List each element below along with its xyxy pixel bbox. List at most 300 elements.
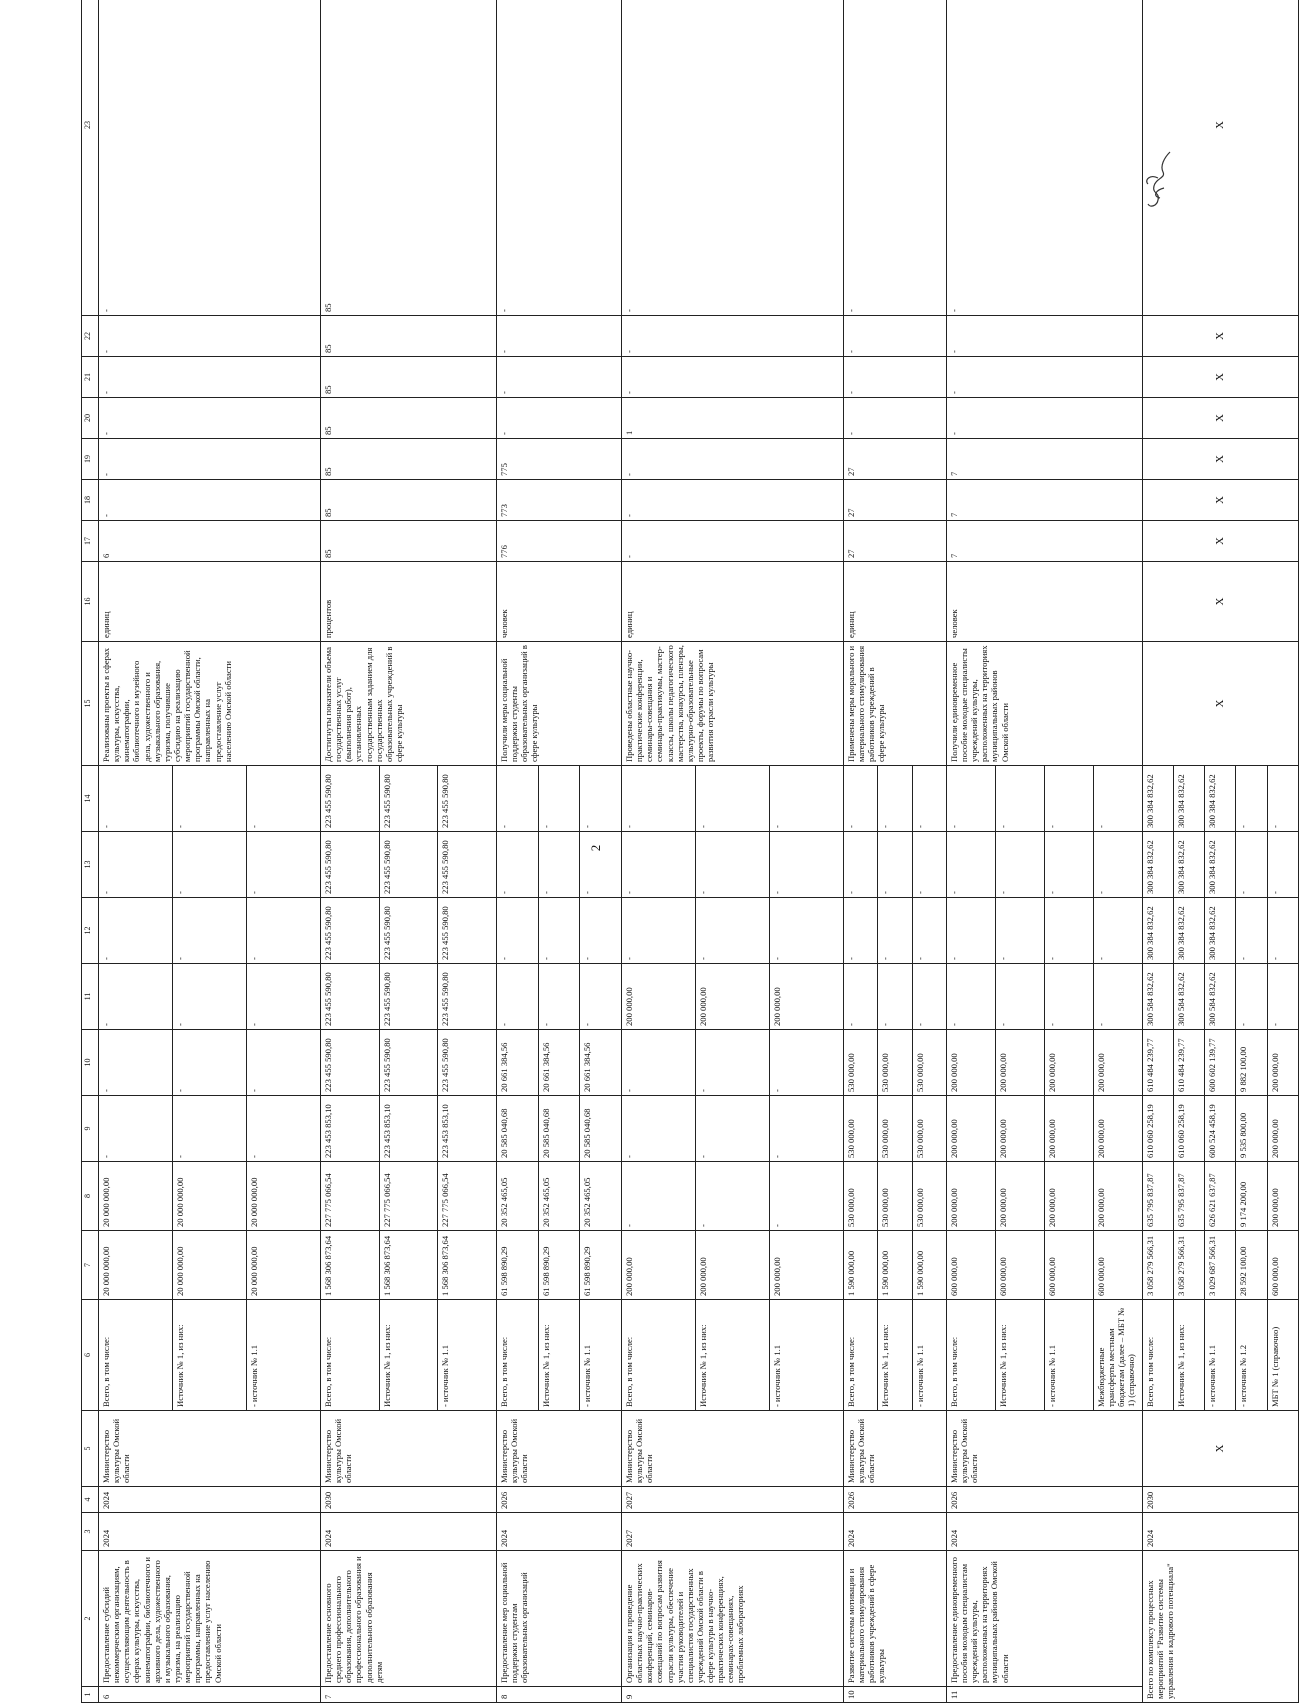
indicator-value: 775 — [496, 439, 621, 480]
column-number: 4 — [82, 1487, 99, 1513]
amount-cell: 227 775 066,54 — [438, 1162, 497, 1231]
amount-cell: 635 795 837,87 — [1142, 1162, 1173, 1231]
amount-cell: 20 585 040,68 — [496, 1096, 538, 1162]
indicator-value: - — [621, 357, 843, 398]
amount-cell: 61 598 890,29 — [580, 1231, 622, 1300]
table-row — [99, 0, 173, 1703]
indicator-value: 85 — [321, 398, 497, 439]
amount-cell: - — [1236, 832, 1267, 898]
amount-cell: - — [538, 964, 580, 1030]
amount-cell: 61 598 890,29 — [496, 1231, 538, 1300]
amount-cell: - — [496, 832, 538, 898]
start-year: 2024 — [496, 1513, 621, 1551]
total-label: Всего по комплексу процессных мероприятий "Развитие системы управления и кадрового потенциала" — [1142, 1551, 1298, 1703]
unit-of-measure: человек — [946, 562, 1142, 642]
amount-cell: 20 352 465,05 — [580, 1162, 622, 1231]
amount-cell: - — [1044, 898, 1093, 964]
total-row — [1142, 0, 1173, 1703]
column-number: 6 — [82, 1300, 99, 1411]
amount-cell: 300 384 832,62 — [1142, 766, 1173, 832]
amount-cell: 300 384 832,62 — [1205, 766, 1236, 832]
amount-cell: - — [769, 832, 843, 898]
column-number: 3 — [82, 1513, 99, 1551]
amount-cell: - — [1267, 766, 1298, 832]
amount-cell: - — [247, 766, 321, 832]
indicator-value: - — [946, 357, 1142, 398]
amount-cell: 200 000,00 — [1044, 1162, 1093, 1231]
amount-cell: - — [843, 898, 877, 964]
indicator-value: 85 — [321, 316, 497, 357]
amount-cell: 530 000,00 — [843, 1030, 877, 1096]
amount-cell: - — [1093, 832, 1142, 898]
column-number: 2 — [82, 1551, 99, 1687]
column-number: 1 — [82, 1687, 99, 1703]
amount-cell: 610 060 258,19 — [1174, 1096, 1205, 1162]
indicator-value: - — [99, 439, 321, 480]
indicator-value: 6 — [99, 521, 321, 562]
amount-cell: - — [1044, 964, 1093, 1030]
amount-cell: 610 484 239,77 — [1142, 1030, 1173, 1096]
amount-cell: 200 000,00 — [769, 1231, 843, 1300]
indicator-value: - — [496, 398, 621, 439]
amount-cell: 600 524 458,19 — [1205, 1096, 1236, 1162]
amount-cell: 3 058 279 566,31 — [1142, 1231, 1173, 1300]
amount-cell: 28 592 100,00 — [1236, 1231, 1267, 1300]
amount-cell: 635 795 837,87 — [1174, 1162, 1205, 1231]
amount-cell: 20 585 040,68 — [538, 1096, 580, 1162]
funding-source: - источник № 1.1 — [247, 1300, 321, 1411]
funding-source: МБТ № 1 (справочно) — [1267, 1300, 1298, 1411]
amount-cell: 626 621 637,87 — [1205, 1162, 1236, 1231]
amount-cell: 223 455 590,80 — [321, 898, 380, 964]
amount-cell: - — [769, 766, 843, 832]
amount-cell: 61 598 890,29 — [538, 1231, 580, 1300]
activity-name: Предоставление субсидий некоммерческим организациям, осуществляющим деятельность в сферах культуры, искусства, кинематографии, библиотечного и архивного дела, художественного и музыкального образования, туризма, на реализацию мероприятий государственной программы, направленных на предоставление услуг населению Омской области — [99, 1551, 321, 1687]
amount-cell: - — [995, 898, 1044, 964]
funding-source: - источник № 1.2 — [1236, 1300, 1267, 1411]
amount-cell: 530 000,00 — [843, 1162, 877, 1231]
amount-cell: 200 000,00 — [769, 964, 843, 1030]
start-year: 2027 — [621, 1513, 843, 1551]
result-indicator: Получили меры социальной поддержки студенты образовательных организаций в сфере культуры — [496, 642, 621, 766]
amount-cell: - — [621, 898, 695, 964]
amount-cell: - — [695, 898, 769, 964]
amount-cell: - — [580, 964, 622, 1030]
indicator-value: - — [843, 357, 946, 398]
amount-cell: 200 000,00 — [995, 1162, 1044, 1231]
amount-cell: - — [621, 832, 695, 898]
funding-source: Всего, в том числе: — [496, 1300, 538, 1411]
amount-cell: 9 882 100,00 — [1236, 1030, 1267, 1096]
amount-cell: - — [496, 766, 538, 832]
amount-cell: 600 000,00 — [1093, 1231, 1142, 1300]
amount-cell: 20 661 384,56 — [538, 1030, 580, 1096]
indicator-value: - — [843, 0, 946, 316]
amount-cell: - — [843, 832, 877, 898]
column-number: 9 — [82, 1096, 99, 1162]
column-number: 8 — [82, 1162, 99, 1231]
amount-cell: 300 384 832,62 — [1174, 898, 1205, 964]
indicator-value: 7 — [946, 521, 1142, 562]
amount-cell: - — [1236, 766, 1267, 832]
amount-cell: 530 000,00 — [912, 1030, 946, 1096]
row-number: 8 — [496, 1687, 621, 1703]
page-number: 2 — [588, 844, 603, 852]
executor: Х — [1142, 1411, 1298, 1487]
amount-cell: 200 000,00 — [1267, 1096, 1298, 1162]
activity-name: Организация и проведение областных научно-практических конференций, семинаров-совещаний по вопросам развития отрасли культуры, обеспечение участия руководителей и специалистов государственных учреждений Омской области в сфере культуры в научно-практических конференциях, семинарах-совещаниях, проблемных лабораториях — [621, 1551, 843, 1687]
amount-cell: - — [538, 898, 580, 964]
executor: Министерство культуры Омской области — [621, 1411, 843, 1487]
indicator-value: - — [621, 480, 843, 521]
column-number: 20 — [82, 398, 99, 439]
amount-cell: - — [695, 766, 769, 832]
amount-cell: 200 000,00 — [1267, 1030, 1298, 1096]
executor: Министерство культуры Омской области — [496, 1411, 621, 1487]
column-number: 10 — [82, 1030, 99, 1096]
amount-cell: 20 661 384,56 — [580, 1030, 622, 1096]
amount-cell: 20 000 000,00 — [173, 1162, 247, 1231]
result-indicator: Получили единовременное пособие молодые специалисты учреждений культуры, расположенных на территориях муниципальных районов Омской области — [946, 642, 1142, 766]
column-number: 7 — [82, 1231, 99, 1300]
amount-cell: 200 000,00 — [946, 1096, 995, 1162]
indicator-value: 7 — [946, 439, 1142, 480]
funding-source: - источник № 1.1 — [1205, 1300, 1236, 1411]
funding-source: - источник № 1.1 — [580, 1300, 622, 1411]
amount-cell: - — [580, 832, 622, 898]
table-body — [82, 0, 1299, 1703]
amount-cell: 9 174 200,00 — [1236, 1162, 1267, 1231]
column-number: 15 — [82, 642, 99, 766]
funding-source: Всего, в том числе: — [321, 1300, 380, 1411]
funding-source: Источник № 1, из них: — [695, 1300, 769, 1411]
indicator-value: Х — [1142, 521, 1298, 562]
executor: Министерство культуры Омской области — [321, 1411, 497, 1487]
executor: Министерство культуры Омской области — [99, 1411, 321, 1487]
amount-cell: - — [769, 898, 843, 964]
amount-cell: 200 000,00 — [946, 1030, 995, 1096]
column-number: 19 — [82, 439, 99, 480]
indicator-value: - — [496, 0, 621, 316]
start-year: 2024 — [99, 1513, 321, 1551]
amount-cell: 610 060 258,19 — [1142, 1096, 1173, 1162]
amount-cell: - — [695, 832, 769, 898]
indicator-value: Х — [1142, 398, 1298, 439]
rotated-table-wrapper — [81, 121, 1280, 1703]
amount-cell: 1 568 306 873,64 — [379, 1231, 438, 1300]
amount-cell: 610 484 239,77 — [1174, 1030, 1205, 1096]
indicator-value: 85 — [321, 439, 497, 480]
amount-cell: 300 384 832,62 — [1205, 832, 1236, 898]
amount-cell: 300 384 832,62 — [1174, 832, 1205, 898]
amount-cell: 200 000,00 — [946, 1162, 995, 1231]
column-number: 17 — [82, 521, 99, 562]
amount-cell: - — [1267, 898, 1298, 964]
result-indicator: Проведены областные научно-практические конференции, семинары-совещания и семинары-практикумы, мастер-классы, школы педагогического мастерства, конкурсы, пленэры, культурно-образовательные проекты, форумы по вопросам развития отрасли культуры — [621, 642, 843, 766]
amount-cell: - — [995, 964, 1044, 1030]
funding-source: - источник № 1.1 — [438, 1300, 497, 1411]
amount-cell: - — [843, 766, 877, 832]
amount-cell: 200 000,00 — [1093, 1162, 1142, 1231]
amount-cell: - — [695, 1096, 769, 1162]
indicator-value: - — [99, 480, 321, 521]
amount-cell: 530 000,00 — [843, 1096, 877, 1162]
indicator-value: Х — [1142, 357, 1298, 398]
amount-cell: 200 000,00 — [695, 1231, 769, 1300]
amount-cell: 20 352 465,05 — [496, 1162, 538, 1231]
indicator-value: 27 — [843, 521, 946, 562]
amount-cell: 300 384 832,62 — [1142, 832, 1173, 898]
amount-cell: 20 661 384,56 — [496, 1030, 538, 1096]
indicator-value: 7 — [946, 480, 1142, 521]
amount-cell: 223 455 590,80 — [438, 1030, 497, 1096]
indicator-value: - — [621, 521, 843, 562]
amount-cell: 20 585 040,68 — [580, 1096, 622, 1162]
amount-cell: 223 455 590,80 — [379, 1030, 438, 1096]
column-number: 22 — [82, 316, 99, 357]
amount-cell: - — [843, 964, 877, 1030]
amount-cell: - — [912, 964, 946, 1030]
amount-cell: - — [99, 898, 173, 964]
amount-cell: 223 453 853,10 — [321, 1096, 380, 1162]
end-year: 2030 — [1142, 1487, 1298, 1513]
end-year: 2026 — [843, 1487, 946, 1513]
amount-cell: - — [769, 1096, 843, 1162]
amount-cell: 530 000,00 — [878, 1096, 912, 1162]
executor: Министерство культуры Омской области — [843, 1411, 946, 1487]
indicator-value: 85 — [321, 357, 497, 398]
activity-name: Предоставление единовременного пособия молодым специалистам учреждений культуры, расположенных на территориях муниципальных районов Омской области — [946, 1551, 1142, 1687]
amount-cell: 200 000,00 — [1093, 1030, 1142, 1096]
indicator-value: - — [621, 0, 843, 316]
amount-cell: - — [946, 898, 995, 964]
unit-of-measure: человек — [496, 562, 621, 642]
amount-cell: - — [1236, 898, 1267, 964]
funding-source: Всего, в том числе: — [946, 1300, 995, 1411]
amount-cell: 600 000,00 — [1267, 1231, 1298, 1300]
activity-name: Предоставление основного среднего профессионального образования, дополнительного профессионального образования и дополнительного образования детям — [321, 1551, 497, 1687]
amount-cell: - — [878, 766, 912, 832]
amount-cell: 200 000,00 — [995, 1030, 1044, 1096]
indicator-value: - — [621, 316, 843, 357]
amount-cell: 600 000,00 — [946, 1231, 995, 1300]
amount-cell: - — [912, 832, 946, 898]
row-number: 6 — [99, 1687, 321, 1703]
amount-cell: - — [878, 898, 912, 964]
column-number: 11 — [82, 964, 99, 1030]
row-number: 10 — [843, 1687, 946, 1703]
amount-cell: - — [173, 1096, 247, 1162]
amount-cell: - — [99, 1096, 173, 1162]
funding-source: - источник № 1.1 — [1044, 1300, 1093, 1411]
amount-cell: - — [173, 898, 247, 964]
end-year: 2026 — [496, 1487, 621, 1513]
indicator-value: 773 — [496, 480, 621, 521]
column-number: 14 — [82, 766, 99, 832]
amount-cell: - — [173, 1030, 247, 1096]
amount-cell: - — [878, 964, 912, 1030]
funding-source: Всего, в том числе: — [621, 1300, 695, 1411]
amount-cell: 200 000,00 — [621, 964, 695, 1030]
unit-of-measure: единиц — [843, 562, 946, 642]
amount-cell: - — [99, 964, 173, 1030]
amount-cell: 1 590 000,00 — [843, 1231, 877, 1300]
amount-cell: - — [695, 1030, 769, 1096]
activity-name: Развитие системы мотивации и материального стимулирования работников учреждений в сфере культуры — [843, 1551, 946, 1687]
end-year: 2027 — [621, 1487, 843, 1513]
amount-cell: - — [173, 832, 247, 898]
amount-cell: 530 000,00 — [878, 1030, 912, 1096]
amount-cell: 530 000,00 — [912, 1162, 946, 1231]
indicator-value: - — [843, 316, 946, 357]
indicator-value: - — [843, 398, 946, 439]
amount-cell: - — [173, 766, 247, 832]
end-year: 2030 — [321, 1487, 497, 1513]
amount-cell: 1 568 306 873,64 — [321, 1231, 380, 1300]
amount-cell: 600 602 139,77 — [1205, 1030, 1236, 1096]
amount-cell: - — [1267, 832, 1298, 898]
amount-cell: 200 000,00 — [1267, 1162, 1298, 1231]
amount-cell: 223 455 590,80 — [379, 898, 438, 964]
amount-cell: 530 000,00 — [912, 1096, 946, 1162]
amount-cell: 223 455 590,80 — [438, 964, 497, 1030]
amount-cell: 223 455 590,80 — [321, 832, 380, 898]
indicator-value: 776 — [496, 521, 621, 562]
amount-cell: - — [247, 1096, 321, 1162]
amount-cell: - — [621, 1030, 695, 1096]
amount-cell: - — [1267, 964, 1298, 1030]
column-number: 16 — [82, 562, 99, 642]
start-year: 2024 — [321, 1513, 497, 1551]
indicator-value: Х — [1142, 480, 1298, 521]
indicator-value: Х — [1142, 316, 1298, 357]
column-number: 18 — [82, 480, 99, 521]
amount-cell: 223 455 590,80 — [321, 1030, 380, 1096]
amount-cell: 223 453 853,10 — [379, 1096, 438, 1162]
amount-cell: 223 455 590,80 — [438, 898, 497, 964]
activity-name: Предоставление мер социальной поддержки студентам образовательных организаций — [496, 1551, 621, 1687]
executor: Министерство культуры Омской области — [946, 1411, 1142, 1487]
column-number: 12 — [82, 898, 99, 964]
amount-cell: - — [99, 766, 173, 832]
amount-cell: 223 453 853,10 — [438, 1096, 497, 1162]
amount-cell: - — [621, 766, 695, 832]
indicator-value: - — [99, 357, 321, 398]
funding-source: Всего, в том числе: — [1142, 1300, 1173, 1411]
indicator-value: - — [99, 398, 321, 439]
column-number: 5 — [82, 1411, 99, 1487]
indicator-value: Х — [1142, 0, 1298, 316]
column-number-row — [82, 0, 99, 1703]
result-indicator: Достигнуты показатели объема государственных услуг (выполнения работ), установленных государственным заданием для государственных образовательных учреждений в сфере культуры — [321, 642, 497, 766]
funding-source: - источник № 1.1 — [769, 1300, 843, 1411]
amount-cell: - — [1044, 832, 1093, 898]
unit-of-measure: процентов — [321, 562, 497, 642]
amount-cell: - — [995, 766, 1044, 832]
funding-source: Всего, в том числе: — [99, 1300, 173, 1411]
amount-cell: - — [99, 1030, 173, 1096]
funding-source: Источник № 1, из них: — [538, 1300, 580, 1411]
unit-of-measure: единиц — [621, 562, 843, 642]
amount-cell: 300 384 832,62 — [1142, 898, 1173, 964]
amount-cell: - — [621, 1096, 695, 1162]
unit-of-measure: единиц — [99, 562, 321, 642]
amount-cell: 1 590 000,00 — [912, 1231, 946, 1300]
funding-source: Межбюджетные трансферты местным бюджетам (далее – МБТ № 1) (справочно) — [1093, 1300, 1142, 1411]
amount-cell: - — [1093, 964, 1142, 1030]
amount-cell: 227 775 066,54 — [379, 1162, 438, 1231]
amount-cell: 1 568 306 873,64 — [438, 1231, 497, 1300]
funding-source: Источник № 1, из них: — [1174, 1300, 1205, 1411]
indicator-value: - — [496, 357, 621, 398]
row-number: 9 — [621, 1687, 843, 1703]
amount-cell: 223 455 590,80 — [321, 766, 380, 832]
indicator-value: - — [946, 398, 1142, 439]
funding-source: Всего, в том числе: — [843, 1300, 877, 1411]
indicator-value: - — [946, 316, 1142, 357]
amount-cell: - — [946, 964, 995, 1030]
amount-cell: 530 000,00 — [878, 1162, 912, 1231]
amount-cell: 200 000,00 — [695, 964, 769, 1030]
amount-cell: - — [247, 898, 321, 964]
indicator-value: - — [99, 0, 321, 316]
amount-cell: 20 000 000,00 — [99, 1162, 173, 1231]
program-activities-table — [81, 0, 1299, 1703]
amount-cell: 9 535 800,00 — [1236, 1096, 1267, 1162]
funding-source: Источник № 1, из них: — [995, 1300, 1044, 1411]
amount-cell: - — [247, 964, 321, 1030]
table-row — [946, 0, 995, 1703]
amount-cell: 3 029 687 566,31 — [1205, 1231, 1236, 1300]
amount-cell: - — [538, 832, 580, 898]
amount-cell: - — [99, 832, 173, 898]
funding-source: - источник № 1.1 — [912, 1300, 946, 1411]
end-year: 2024 — [99, 1487, 321, 1513]
amount-cell: - — [621, 1162, 695, 1231]
amount-cell: - — [946, 832, 995, 898]
amount-cell: 20 000 000,00 — [99, 1231, 173, 1300]
amount-cell: - — [995, 832, 1044, 898]
funding-source: Источник № 1, из них: — [878, 1300, 912, 1411]
amount-cell: 227 775 066,54 — [321, 1162, 380, 1231]
amount-cell: - — [496, 898, 538, 964]
amount-cell: - — [1236, 964, 1267, 1030]
amount-cell: 3 058 279 566,31 — [1174, 1231, 1205, 1300]
amount-cell: 223 455 590,80 — [379, 964, 438, 1030]
amount-cell: 20 000 000,00 — [247, 1231, 321, 1300]
indicator-value: 27 — [843, 439, 946, 480]
amount-cell: - — [580, 898, 622, 964]
amount-cell: 200 000,00 — [995, 1096, 1044, 1162]
end-year: 2026 — [946, 1487, 1142, 1513]
amount-cell: 1 590 000,00 — [878, 1231, 912, 1300]
amount-cell: 20 000 000,00 — [173, 1231, 247, 1300]
start-year: 2024 — [946, 1513, 1142, 1551]
amount-cell: - — [496, 964, 538, 1030]
table-row — [843, 0, 877, 1703]
indicator-value: 85 — [321, 0, 497, 316]
unit-of-measure: Х — [1142, 562, 1298, 642]
amount-cell: 20 000 000,00 — [247, 1162, 321, 1231]
amount-cell: 223 455 590,80 — [438, 766, 497, 832]
funding-source: Источник № 1, из них: — [379, 1300, 438, 1411]
result-indicator: Х — [1142, 642, 1298, 766]
indicator-value: 27 — [843, 480, 946, 521]
indicator-value: - — [621, 439, 843, 480]
amount-cell: - — [1093, 898, 1142, 964]
amount-cell: 300 384 832,62 — [1174, 766, 1205, 832]
result-indicator: Реализованы проекты в сферах культуры, искусства, кинематографии, библиотечного и музейного дела, художественного и музыкального образования, туризма, получившие субсидию на реализацию мероприятий государственной программы Омской области, направленных на предоставление услуг населению Омской области — [99, 642, 321, 766]
